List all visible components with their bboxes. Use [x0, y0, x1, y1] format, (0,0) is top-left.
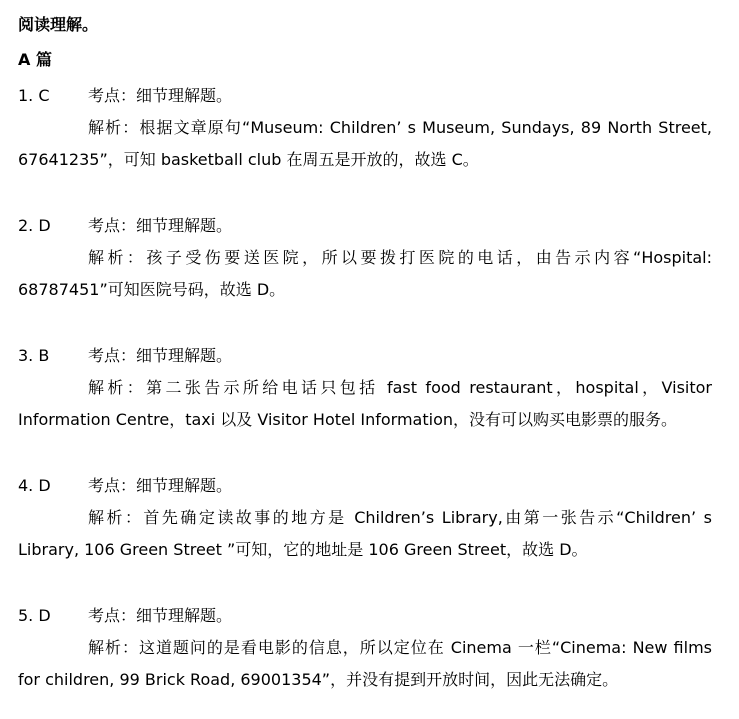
answer-item-1: [18, 80, 712, 176]
answer-item-5: [18, 600, 712, 696]
answer-explanation-line-2: 67641235”，可知 basketball club 在周五是开放的，故选 C。: [18, 150, 479, 169]
answer-explanation-line-2: Library, 106 Green Street ”可知，它的地址是 106 Green Street，故选 D。: [18, 540, 588, 559]
answer-heading: [18, 470, 712, 502]
answer-heading: [18, 80, 712, 112]
answer-number: 4. D: [18, 476, 51, 495]
answer-heading: [18, 340, 712, 372]
answer-number: 5. D: [18, 606, 51, 625]
answer-explanation-line-1: 解析：根据文章原句“Museum: Children’ s Museum, Sundays, 89 North Street,: [88, 118, 712, 137]
answer-number: 1. C: [18, 86, 50, 105]
answer-document: [18, 14, 712, 696]
answer-explanation-line-2: for children, 99 Brick Road, 69001354”，并没有提到开放时间，因此无法确定。: [18, 670, 619, 689]
answer-heading: [18, 210, 712, 242]
answer-point: 考点：细节理解题。: [88, 476, 233, 495]
answer-explanation-line-1: 解析：这道题问的是看电影的信息，所以定位在 Cinema 一栏“Cinema: New films: [88, 638, 712, 657]
answer-item-2: [18, 210, 712, 306]
answer-point: 考点：细节理解题。: [88, 86, 233, 105]
page-title: 阅读理解。: [18, 15, 99, 34]
answer-point: 考点：细节理解题。: [88, 216, 233, 235]
answer-explanation-line-1: 解析：孩子受伤要送医院，所以要拨打医院的电话，由告示内容“Hospital:: [88, 248, 712, 267]
answer-number: 2. D: [18, 216, 51, 235]
answer-point: 考点：细节理解题。: [88, 606, 233, 625]
answer-explanation-line-2: Information Centre，taxi 以及 Visitor Hotel Information，没有可以购买电影票的服务。: [18, 410, 678, 429]
answer-point: 考点：细节理解题。: [88, 346, 233, 365]
answer-item-3: [18, 340, 712, 436]
answer-heading: [18, 600, 712, 632]
answer-explanation-line-1: 解析：第二张告示所给电话只包括 fast food restaurant，hospital，Visitor: [88, 378, 712, 397]
answer-explanation-line-2: 68787451”可知医院号码，故选 D。: [18, 280, 286, 299]
section-title: A 篇: [18, 50, 52, 69]
answer-number: 3. B: [18, 346, 50, 365]
answer-explanation-line-1: 解析：首先确定读故事的地方是 Children’s Library,由第一张告示“Children’ s: [88, 508, 712, 527]
answer-item-4: [18, 470, 712, 566]
